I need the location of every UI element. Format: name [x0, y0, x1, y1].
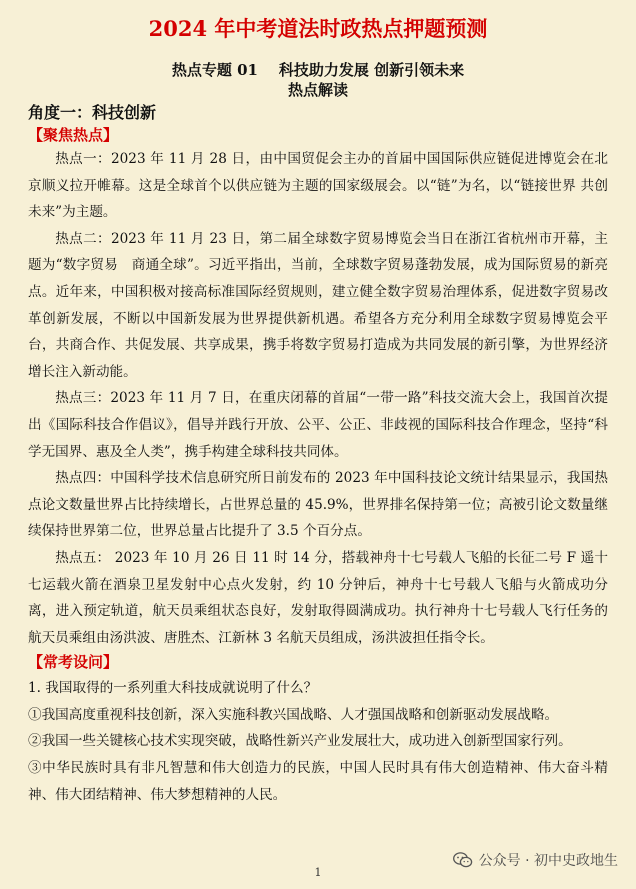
- focus-tag: 【聚焦热点】: [28, 126, 119, 144]
- wechat-icon: [453, 852, 473, 868]
- angle-heading: 角度一：科技创新: [28, 103, 157, 122]
- watermark: [453, 850, 618, 870]
- hotspot-paragraph-1: 热点一：2023 年 11 月 28 日，由中国贸促会主办的首届中国国际供应链促进博览会在北京顺义拉开帷幕。这是全球首个以供应链为主题的国家级展会。以“链”为名，以“链接世界 共创未来”为主题。: [28, 151, 608, 221]
- question-text: 1. 我国取得的一系列重大科技成就说明了什么？: [28, 680, 318, 697]
- hotspot-paragraph-3: 热点三：2023 年 11 月 7 日，在重庆闭幕的首届“一带一路”科技交流大会上，我国首次提出《国际科技合作倡议》，倡导并践行开放、公平、公正、非歧视的国际科技合作理念，坚持“科学无国界、惠及全人类”，携手构建全球科技共同体。: [28, 390, 608, 460]
- topic-subheading: 热点解读: [287, 81, 348, 99]
- document-title: 2024 年中考道法时政热点押题预测: [148, 16, 488, 41]
- hotspot-paragraph-4: 热点四：中国科学技术信息研究所日前发布的 2023 年中国科技论文统计结果显示，我国热点论文数量世界占比持续增长，占世界总量的 45.9%，世界排名保持第一位；高被引论文数量继续保持世界第二位，世界总量占比提升了 3.5 个百分点。: [28, 470, 608, 540]
- hotspot-paragraph-5: 热点五： 2023 年 10 月 26 日 11 时 14 分，搭载神舟十七号载人飞船的长征二号 F 遥十七运载火箭在酒泉卫星发射中心点火发射，约 10 分钟后，神舟十七号载人飞船与火箭成功分离，进入预定轨道，航天员乘组状态良好，发射取得圆满成功。执行神舟十七号载人飞行任务的航天员乘组由汤洪波、唐胜杰、江新林 3 名航天员组成，汤洪波担任指令长。: [28, 549, 608, 646]
- answer-item-1: ①我国高度重视科技创新，深入实施科教兴国战略、人才强国战略和创新驱动发展战略。: [28, 706, 559, 723]
- answer-item-2: ②我国一些关键核心技术实现突破，战略性新兴产业发展壮大，成功进入创新型国家行列。: [28, 733, 572, 750]
- question-tag: 【常考设问】: [28, 653, 119, 672]
- hotspot-paragraph-2: 热点二：2023 年 11 月 23 日，第二届全球数字贸易博览会当日在浙江省杭州市开幕，主题为“数字贸易 商通全球”。习近平指出，当前，全球数字贸易蓬勃发展，成为国际贸易的新亮点。近年来，中国积极对接高标准国际经贸规则，建立健全数字贸易治理体系，促进数字贸易改革创新发展，不断以中国新发展为世界提供新机遇。希望各方充分利用全球数字贸易博览会平台，共商合作、共促发展、共享成果，携手将数字贸易打造成为共同发展的新引擎，为世界经济增长注入新动能。: [28, 230, 608, 380]
- answer-item-3: ③中华民族时具有非凡智慧和伟大创造力的民族，中国人民时具有伟大创造精神、伟大奋斗精神、伟大团结精神、伟大梦想精神的人民。: [28, 760, 608, 803]
- watermark-text: 公众号 · 初中史政地生: [478, 853, 618, 869]
- topic-subtitle: 热点专题 01 科技助力发展 创新引领未来: [171, 61, 465, 79]
- page-number: 1: [314, 866, 322, 879]
